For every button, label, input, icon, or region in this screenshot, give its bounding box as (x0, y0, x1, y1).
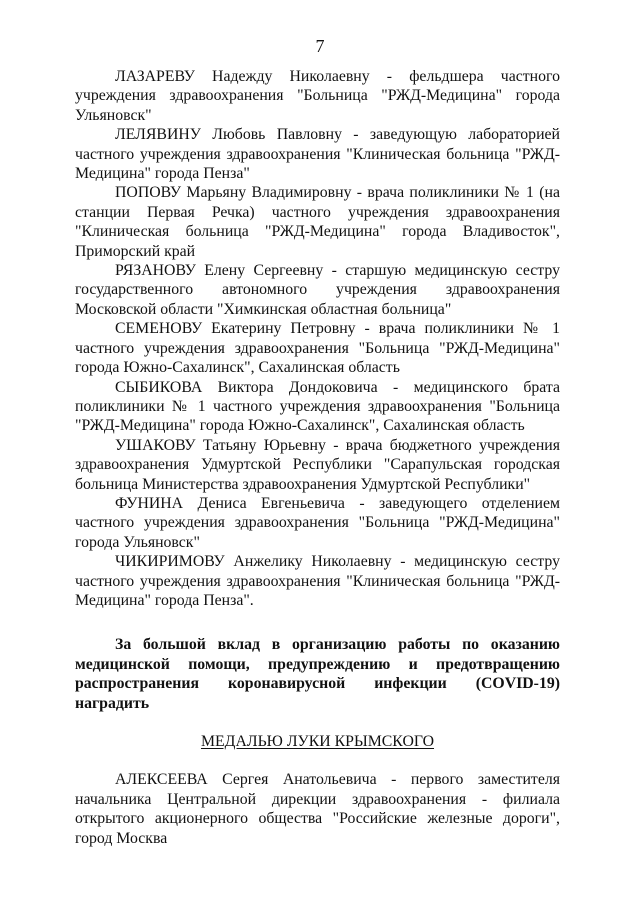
award-entry: ФУНИНА Дениса Евгеньевича - заведующего отделением частного учреждения здравоохранения "Больница "РЖД-Медицина" города Ульяновск" (75, 494, 560, 551)
award-entry: РЯЗАНОВУ Елену Сергеевну - старшую медицинскую сестру государственного автономного учреждения здравоохранения Московской области "Химкинская областная больница" (75, 262, 560, 318)
document-body (75, 67, 560, 848)
award-entry: СЫБИКОВА Виктора Дондоковича - медицинского брата поликлиники № 1 частного учреждения здравоохранения "Больница "РЖД-Медицина" города Южно-Сахалинск", Сахалинская область (75, 378, 560, 435)
award-intro: За большой вклад в организацию работы по оказанию медицинской помощи, предупреждению и предотвращению распространения коронавирусной инфекции (COVID-19) наградить (75, 636, 560, 712)
award-entry: ПОПОВУ Марьяну Владимировну - врача поликлиники № 1 (на станции Первая Речка) частного учреждения здравоохранения "Клиническая больница "РЖД-Медицина" города Владивосток", Приморский край (75, 184, 560, 260)
page-number: 7 (315, 36, 325, 56)
medal-title: МЕДАЛЬЮ ЛУКИ КРЫМСКОГО (200, 733, 435, 750)
award-entry: УШАКОВУ Татьяну Юрьевну - врача бюджетного учреждения здравоохранения Удмуртской Республики "Сарапульская городская больница Министерства здравоохранения Удмуртской Республики" (75, 436, 560, 493)
award-entry: ЛАЗАРЕВУ Надежду Николаевну - фельдшера частного учреждения здравоохранения "Больница "РЖД-Медицина" города Ульяновск" (75, 68, 560, 124)
award-entry: ЧИКИРИМОВУ Анжелику Николаевну - медицинскую сестру частного учреждения здравоохранения "Клиническая больница "РЖД-Медицина" города Пенза". (75, 553, 560, 609)
award-entry: СЕМЕНОВУ Екатерину Петровну - врача поликлиники № 1 частного учреждения здравоохранения "Больница "РЖД-Медицина" города Южно-Сахалинск", Сахалинская область (75, 320, 560, 377)
medal-entry: АЛЕКСЕЕВА Сергея Анатольевича - первого заместителя начальника Центральной дирекции здравоохранения - филиала открытого акционерного общества "Российские железные дороги", город Москва (75, 771, 560, 847)
award-entry: ЛЕЛЯВИНУ Любовь Павловну - заведующую лабораторией частного учреждения здравоохранения "Клиническая больница "РЖД-Медицина" города Пенза" (75, 126, 560, 183)
